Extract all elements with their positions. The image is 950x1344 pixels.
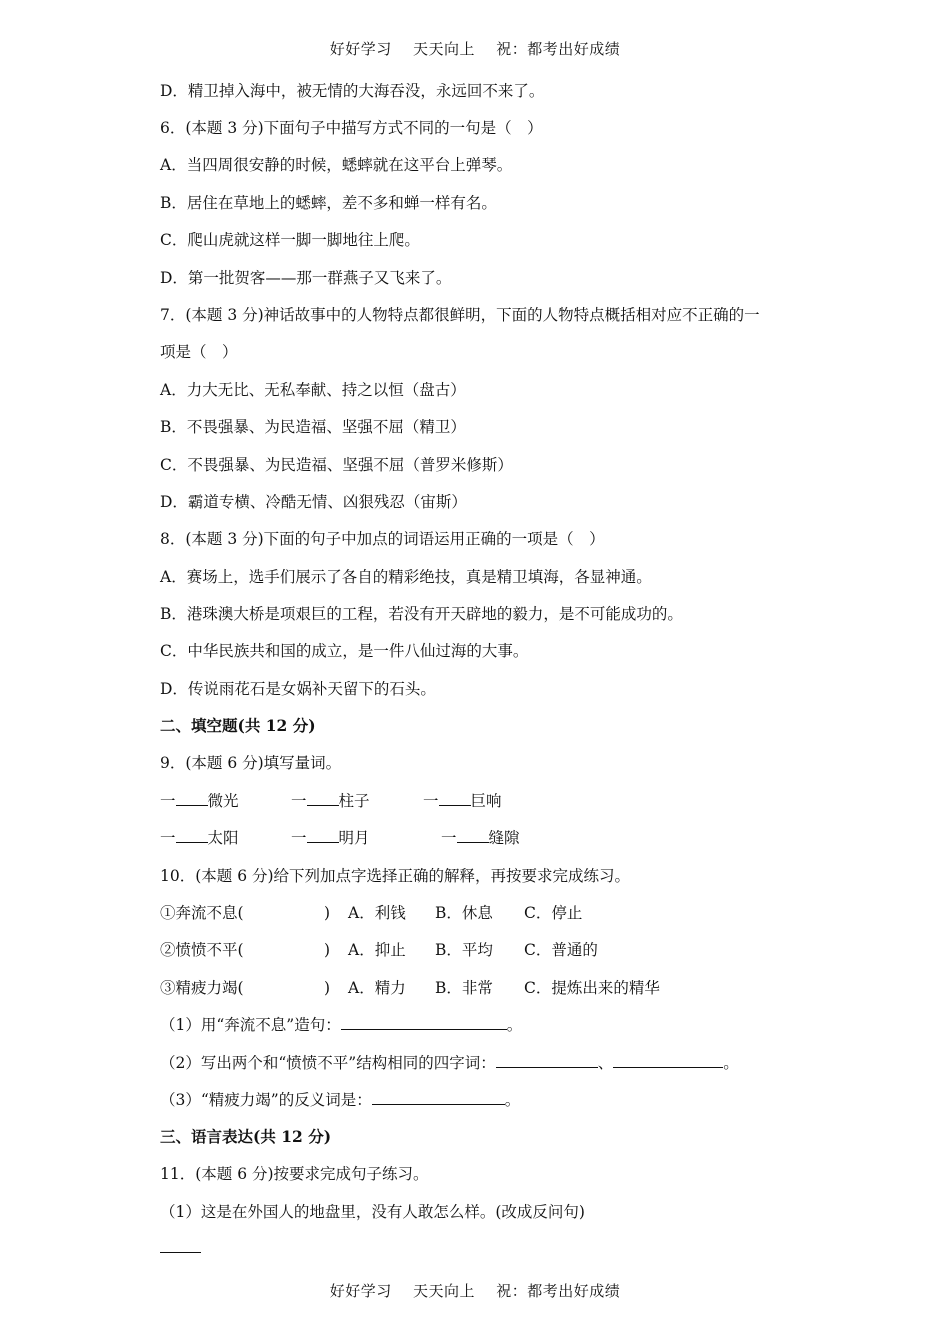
- header-motto-2: 天天向上: [412, 40, 475, 58]
- answer-blank[interactable]: [372, 1090, 505, 1105]
- q9-row-2: [160, 828, 520, 848]
- q9-item: 一 柱子: [291, 792, 370, 810]
- q6-option-c: C．爬山虎就这样一脚一脚地往上爬。: [160, 231, 420, 249]
- option-b: B．非常: [435, 979, 493, 997]
- q10-row-2: ②愤愤不平( ) A．抑止 B．平均 C．普通的: [160, 941, 598, 959]
- fill-blank[interactable]: [176, 791, 208, 806]
- q10-word: ③精疲力竭(: [160, 979, 244, 997]
- option-c: C．提炼出来的精华: [524, 979, 660, 997]
- question-8: 8．(本题 3 分)下面的句子中加点的词语运用正确的一项是（ ）: [160, 530, 605, 548]
- question-10: 10．(本题 6 分)给下列加点字选择正确的解释，再按要求完成练习。: [160, 867, 631, 885]
- fill-blank[interactable]: [307, 791, 339, 806]
- q9-item: 一 微光: [160, 792, 239, 810]
- footer-motto-1: 好好学习: [329, 1282, 392, 1300]
- q6-option-b: B．居住在草地上的蟋蟀，差不多和蝉一样有名。: [160, 194, 497, 212]
- fill-blank[interactable]: [307, 828, 339, 843]
- q10-word: ①奔流不息(: [160, 904, 244, 922]
- fill-blank[interactable]: [439, 791, 471, 806]
- q8-option-a: A．赛场上，选手们展示了各自的精彩绝技，真是精卫填海，各显神通。: [160, 568, 652, 586]
- option-b: B．平均: [435, 941, 493, 959]
- section-2-heading: 二、填空题(共 12 分): [160, 716, 316, 735]
- header-motto-3: 祝：都考出好成绩: [496, 40, 621, 58]
- question-11: 11．(本题 6 分)按要求完成句子练习。: [160, 1165, 429, 1183]
- option-a: A．利钱: [348, 904, 406, 922]
- question-9: 9．(本题 6 分)填写量词。: [160, 754, 342, 772]
- q7-option-a: A．力大无比、无私奉献、持之以恒（盘古）: [160, 381, 466, 399]
- q10-sub-3: （3）“精疲力竭”的反义词是： 。: [160, 1091, 521, 1109]
- question-7: 7．(本题 3 分)神话故事中的人物特点都很鲜明，下面的人物特点概括相对应不正确的一: [160, 306, 760, 324]
- q10-word: ②愤愤不平(: [160, 941, 244, 959]
- q6-option-d: D．第一批贺客——那一群燕子又飞来了。: [160, 269, 452, 287]
- fill-blank[interactable]: [176, 828, 208, 843]
- q11-answer-line: [160, 1238, 201, 1258]
- option-a: A．精力: [348, 979, 406, 997]
- question-7-continued: 项是（ ）: [160, 343, 238, 361]
- footer-motto-2: 天天向上: [412, 1282, 475, 1300]
- page-footer: [0, 1280, 950, 1301]
- header-motto-1: 好好学习: [329, 40, 392, 58]
- q9-item: 一 太阳: [160, 829, 239, 847]
- q9-item: 一 明月: [291, 829, 370, 847]
- q10-row-3: ③精疲力竭( ) A．精力 B．非常 C．提炼出来的精华: [160, 979, 660, 997]
- q8-option-c: C．中华民族共和国的成立，是一件八仙过海的大事。: [160, 642, 529, 660]
- q7-option-d: D．霸道专横、冷酷无情、凶狠残忍（宙斯）: [160, 493, 467, 511]
- page-header: [0, 38, 950, 59]
- q6-option-a: A．当四周很安静的时候，蟋蟀就在这平台上弹琴。: [160, 156, 513, 174]
- q10-row-1: ①奔流不息( ) A．利钱 B．休息 C．停止: [160, 904, 583, 922]
- q10-sub-2: （2）写出两个和“愤愤不平”结构相同的四字词： 、 。: [160, 1054, 739, 1072]
- question-6: 6．(本题 3 分)下面句子中描写方式不同的一句是（ ）: [160, 119, 543, 137]
- q7-option-b: B．不畏强暴、为民造福、坚强不屈（精卫）: [160, 418, 466, 436]
- q9-item: 一 缝隙: [441, 829, 520, 847]
- option-b: B．休息: [435, 904, 493, 922]
- footer-motto-3: 祝：都考出好成绩: [496, 1282, 621, 1300]
- q8-option-d: D．传说雨花石是女娲补天留下的石头。: [160, 680, 436, 698]
- answer-blank[interactable]: [341, 1015, 507, 1030]
- q11-sub-1: （1）这是在外国人的地盘里，没有人敢怎么样。(改成反问句): [160, 1203, 585, 1221]
- answer-blank[interactable]: [613, 1053, 723, 1068]
- fill-blank[interactable]: [457, 828, 489, 843]
- section-3-heading: 三、语言表达(共 12 分): [160, 1127, 332, 1146]
- q9-item: 一 巨响: [423, 792, 502, 810]
- option-c: C．停止: [524, 904, 583, 922]
- q7-option-c: C．不畏强暴、为民造福、坚强不屈（普罗米修斯）: [160, 456, 513, 474]
- option-a: A．抑止: [348, 941, 406, 959]
- answer-blank[interactable]: [160, 1238, 201, 1253]
- answer-blank[interactable]: [496, 1053, 598, 1068]
- q10-sub-1: （1）用“奔流不息”造句： 。: [160, 1016, 523, 1034]
- q5-option-d: D．精卫掉入海中，被无情的大海吞没，永远回不来了。: [160, 82, 545, 100]
- q8-option-b: B．港珠澳大桥是项艰巨的工程，若没有开天辟地的毅力，是不可能成功的。: [160, 605, 683, 623]
- q9-row-1: [160, 791, 502, 811]
- option-c: C．普通的: [524, 941, 598, 959]
